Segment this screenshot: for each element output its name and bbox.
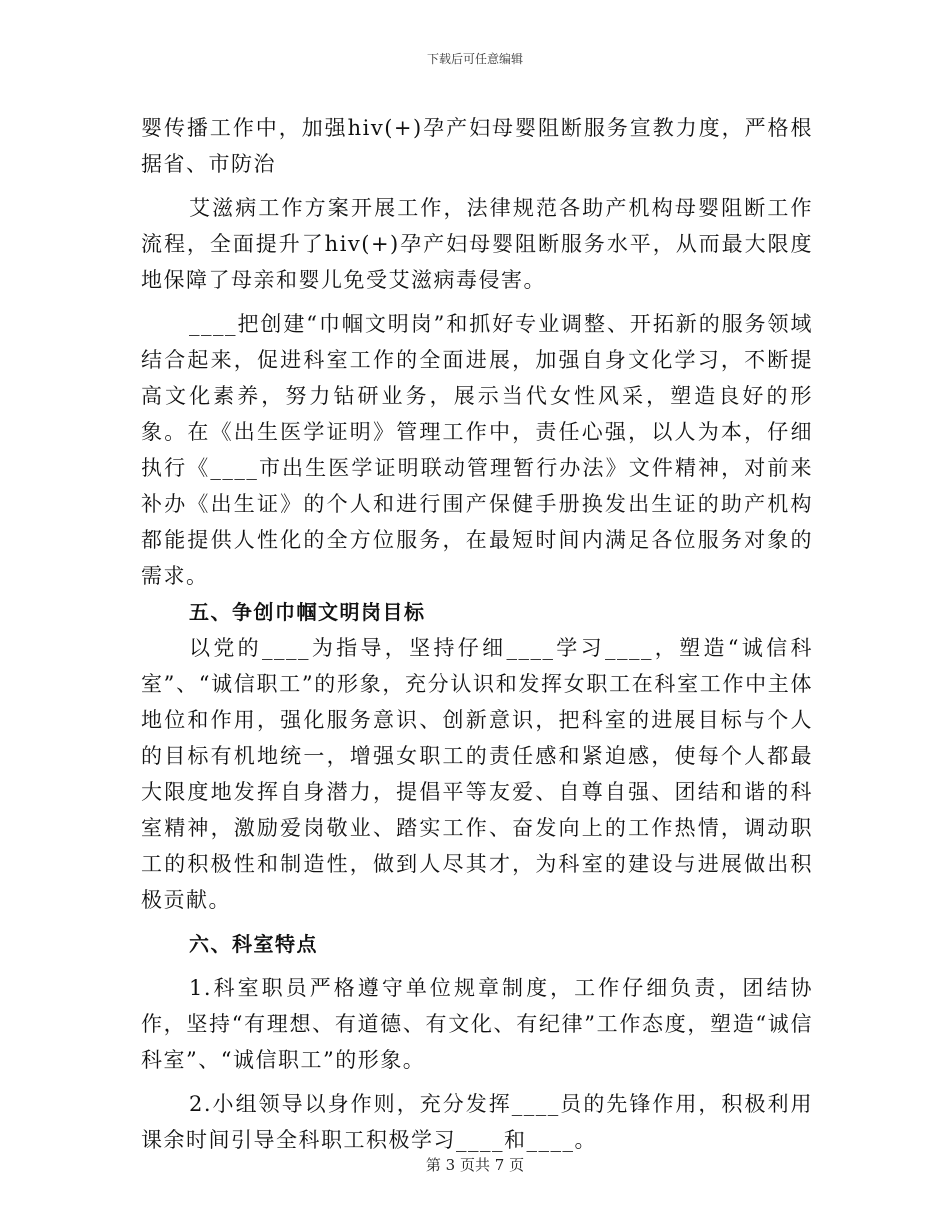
document-body xyxy=(141,110,813,1158)
paragraph-goals: 以党的____为指导，坚持仔细____学习____，塑造“诚信科室”、“诚信职工”的形象，充分认识和发挥女职工在科室工作中主体地位和作用，强化服务意识、创新意识，把科室的进展目标与个人的目标有机地统一，增强女职工的责任感和紧迫感，使每个人都最大限度地发挥自身潜力，提倡平等友爱、自尊自强、团结和谐的科室精神，激励爱岗敬业、踏实工作、奋发向上的工作热情，调动职工的积极性和制造性，做到人尽其才，为科室的建设与进展做出积极贡献。 xyxy=(141,636,813,912)
paragraph-women-post: ____把创建“巾帼文明岗”和抓好专业调整、开拓新的服务领域结合起来，促进科室工作的全面进展，加强自身文化学习，不断提高文化素养，努力钻研业务，展示当代女性风采，塑造良好的形象。在《出生医学证明》管理工作中，责任心强，以人为本，仔细执行《____市出生医学证明联动管理暂行办法》文件精神，对前来补办《出生证》的个人和进行围产保健手册换发出生证的助产机构都能提供人性化的全方位服务，在最短时间内满足各位服务对象的需求。 xyxy=(141,312,813,588)
page-footer: 第 3 页共 7 页 xyxy=(425,1156,525,1174)
section-heading-five: 五、争创巾帼文明岗目标 xyxy=(189,600,426,624)
list-item-1: 1.科室职员严格遵守单位规章制度，工作仔细负责，团结协作，坚持“有理想、有道德、有文化、有纪律”工作态度，塑造“诚信科室”、“诚信职工”的形象。 xyxy=(141,976,813,1072)
page-header: 下载后可任意编辑 xyxy=(426,52,523,66)
paragraph-continuation: 婴传播工作中，加强hiv(+)孕产妇母婴阻断服务宣教力度，严格根据省、市防治 xyxy=(141,116,813,176)
paragraph-aids-prevention: 艾滋病工作方案开展工作，法律规范各助产机构母婴阻断工作流程，全面提升了hiv(+)孕产妇母婴阻断服务水平，从而最大限度地保障了母亲和婴儿免受艾滋病毒侵害。 xyxy=(141,196,813,292)
list-item-2: 2.小组领导以身作则，充分发挥____员的先锋作用，积极利用课余时间引导全科职工积极学习____和____。 xyxy=(141,1092,813,1152)
section-heading-six: 六、科室特点 xyxy=(189,932,318,956)
